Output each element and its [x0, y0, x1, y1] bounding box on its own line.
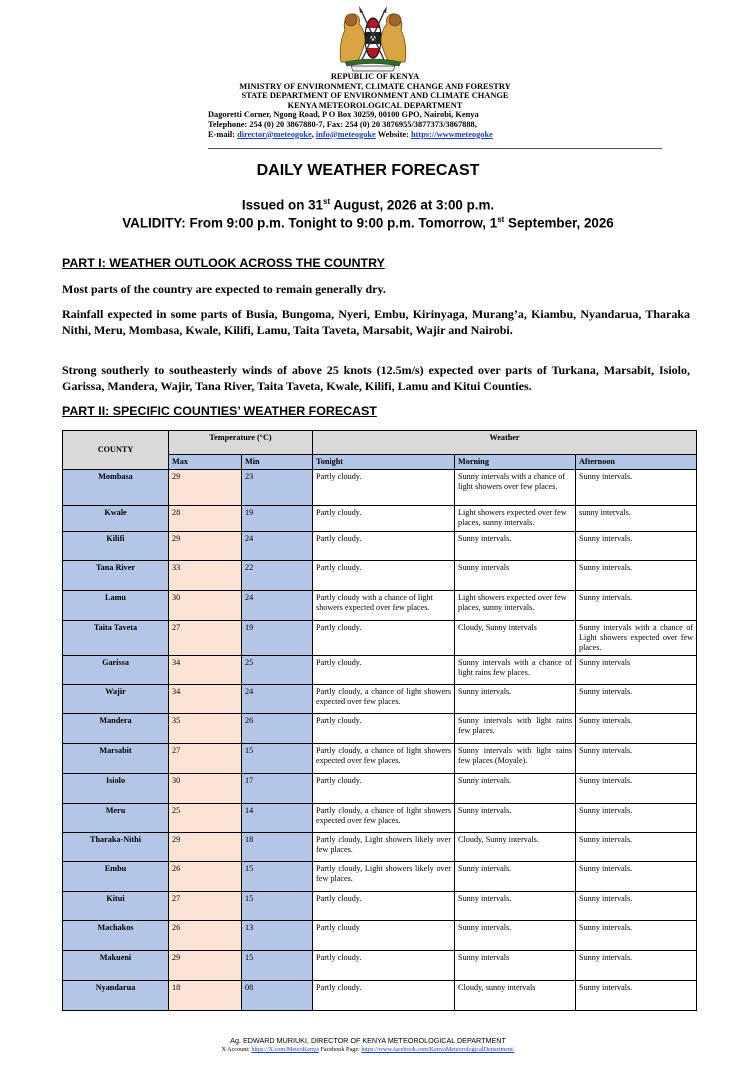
weather-column-header: Weather [313, 431, 697, 455]
morning-cell: Cloudy, sunny intervals [455, 981, 576, 1011]
table-row [63, 656, 697, 685]
afternoon-cell: Sunny intervals. [576, 470, 697, 506]
coat-of-arms-emblem [335, 4, 411, 72]
email-label: E-mail: [208, 129, 238, 139]
max-temp-cell: 29 [169, 531, 242, 560]
outlook-paragraph-winds: Strong southerly to southeasterly winds of above 25 knots (12.5m/s) expected over parts of Turkana, Marsabit, Isiolo, Garissa, Mandera, Wajir, Tana River, Taita Taveta, Kwale, Kilifi, Lamu and Kitui Counties. [62, 363, 690, 393]
table-row [63, 833, 697, 862]
morning-cell: Light showers expected over few places, sunny intervals. [455, 590, 576, 620]
county-cell: Tharaka-Nithi [63, 833, 169, 862]
county-cell: Wajir [63, 685, 169, 714]
x-account-label: X Account: [221, 1046, 252, 1053]
morning-cell: Sunny intervals. [455, 685, 576, 714]
afternoon-cell: Sunny intervals. [576, 744, 697, 774]
letterhead-line-kmd: KENYA METEOROLOGICAL DEPARTMENT [287, 100, 463, 110]
letterhead-divider [208, 148, 662, 149]
min-temp-cell: 23 [242, 470, 313, 506]
min-temp-cell: 19 [242, 620, 313, 656]
validity-prefix: VALIDITY: From 9:00 p.m. Tonight to 9:00 p.m. Tomorrow, 1 [122, 215, 498, 231]
tonight-cell: Partly cloudy. [313, 506, 455, 531]
validity-suffix: September, 2026 [504, 215, 614, 231]
max-temp-cell: 28 [169, 506, 242, 531]
page-title: DAILY WEATHER FORECAST [256, 162, 480, 179]
tonight-cell: Partly cloudy. [313, 531, 455, 560]
tonight-cell: Partly cloudy. [313, 951, 455, 981]
afternoon-cell: Sunny intervals. [576, 714, 697, 744]
tonight-cell: Partly cloudy, Light showers likely over few places. [313, 862, 455, 892]
morning-cell: Cloudy, Sunny intervals. [455, 833, 576, 862]
temperature-column-header: Temperature (°C) [169, 431, 313, 455]
min-column-header: Min [242, 455, 313, 470]
table-row [63, 531, 697, 560]
min-temp-cell: 18 [242, 833, 313, 862]
min-temp-cell: 15 [242, 744, 313, 774]
county-cell: Kwale [63, 506, 169, 531]
min-temp-cell: 17 [242, 774, 313, 804]
max-temp-cell: 33 [169, 560, 242, 590]
county-cell: Meru [63, 804, 169, 833]
tonight-column-header: Tonight [313, 455, 455, 470]
county-cell: Makueni [63, 951, 169, 981]
tonight-cell: Partly cloudy, Light showers likely over few places. [313, 833, 455, 862]
afternoon-cell: Sunny intervals [576, 656, 697, 685]
afternoon-cell: Sunny intervals. [576, 774, 697, 804]
county-cell: Taita Taveta [63, 620, 169, 656]
morning-column-header: Morning [455, 455, 576, 470]
letterhead-telephone: Telephone: 254 (0) 20 3867880-7, Fax: 254 (0) 20 3876955/3877373/3867888, [208, 119, 477, 129]
letterhead-line-state-department: STATE DEPARTMENT OF ENVIRONMENT AND CLIMATE CHANGE [241, 91, 509, 101]
issued-line [0, 197, 736, 212]
tonight-cell: Partly cloudy. [313, 774, 455, 804]
max-temp-cell: 30 [169, 774, 242, 804]
afternoon-cell: Sunny intervals. [576, 892, 697, 921]
tonight-cell: Partly cloudy. [313, 981, 455, 1011]
page-footer [0, 1036, 736, 1054]
afternoon-cell: Sunny intervals. [576, 951, 697, 981]
tonight-cell: Partly cloudy. [313, 470, 455, 506]
footer-social-links [0, 1045, 736, 1054]
max-temp-cell: 34 [169, 685, 242, 714]
tonight-cell: Partly cloudy with a chance of light showers expected over few places. [313, 590, 455, 620]
min-temp-cell: 15 [242, 862, 313, 892]
county-cell: Marsabit [63, 744, 169, 774]
tonight-cell: Partly cloudy. [313, 656, 455, 685]
min-temp-cell: 24 [242, 685, 313, 714]
county-cell: Machakos [63, 921, 169, 951]
issued-suffix: August, 2026 at 3:00 p.m. [330, 197, 495, 213]
morning-cell: Sunny intervals [455, 951, 576, 981]
morning-cell: Sunny intervals. [455, 921, 576, 951]
afternoon-cell: Sunny intervals. [576, 833, 697, 862]
morning-cell: Sunny intervals. [455, 892, 576, 921]
tonight-cell: Partly cloudy, a chance of light showers expected over few places. [313, 744, 455, 774]
county-cell: Nyandarua [63, 981, 169, 1011]
tonight-cell: Partly cloudy. [313, 892, 455, 921]
outlook-paragraph-dry: Most parts of the country are expected to remain generally dry. [62, 282, 386, 296]
info-email-link[interactable]: info@meteogoke [315, 129, 376, 139]
footer-signatory: Ag. EDWARD MURIUKI, DIRECTOR OF KENYA METEOROLOGICAL DEPARTMENT [230, 1036, 506, 1045]
website-link[interactable]: https://wwwmeteogoke [410, 129, 493, 139]
county-cell: Kilifi [63, 531, 169, 560]
max-temp-cell: 25 [169, 804, 242, 833]
county-cell: Isiolo [63, 774, 169, 804]
morning-cell: Sunny intervals. [455, 804, 576, 833]
max-temp-cell: 34 [169, 656, 242, 685]
min-temp-cell: 25 [242, 656, 313, 685]
min-temp-cell: 15 [242, 892, 313, 921]
table-row [63, 714, 697, 744]
max-temp-cell: 30 [169, 590, 242, 620]
max-temp-cell: 29 [169, 470, 242, 506]
afternoon-cell: Sunny intervals. [576, 921, 697, 951]
ministry-letterhead [130, 72, 620, 139]
part-one-heading: PART I: WEATHER OUTLOOK ACROSS THE COUNTRY [62, 256, 385, 270]
letterhead-address: Dagoretti Corner, Ngong Road, P O Box 30259, 00100 GPO, Nairobi, Kenya [208, 110, 479, 120]
letterhead-line-ministry: MINISTRY OF ENVIRONMENT, CLIMATE CHANGE AND FORESTRY [239, 81, 511, 91]
table-row [63, 560, 697, 590]
max-temp-cell: 26 [169, 921, 242, 951]
validity-line [0, 215, 736, 230]
max-temp-cell: 18 [169, 981, 242, 1011]
letterhead-contacts [130, 130, 620, 140]
min-temp-cell: 08 [242, 981, 313, 1011]
table-row [63, 774, 697, 804]
tonight-cell: Partly cloudy. [313, 560, 455, 590]
table-row [63, 590, 697, 620]
min-temp-cell: 13 [242, 921, 313, 951]
county-cell: Embu [63, 862, 169, 892]
forecast-table-body [63, 470, 697, 1011]
max-temp-cell: 27 [169, 744, 242, 774]
table-row [63, 744, 697, 774]
min-temp-cell: 24 [242, 590, 313, 620]
table-row [63, 921, 697, 951]
morning-cell: Sunny intervals with a chance of light rains few places. [455, 656, 576, 685]
table-row [63, 862, 697, 892]
morning-cell: Sunny intervals. [455, 531, 576, 560]
county-cell: Lamu [63, 590, 169, 620]
outlook-paragraph-rainfall: Rainfall expected in some parts of Busia, Bungoma, Nyeri, Embu, Kirinyaga, Murang’a, Kiambu, Nyandarua, Tharaka Nithi, Meru, Mombasa, Kwale, Kilifi, Lamu, Taita Taveta, Marsabit, Wajir and Nairobi. [62, 307, 690, 337]
table-row [63, 981, 697, 1011]
table-row [63, 470, 697, 506]
county-forecast-table [62, 430, 697, 1011]
website-label: Website: [375, 129, 411, 139]
director-email-link[interactable]: director@meteogoke [237, 129, 312, 139]
max-column-header: Max [169, 455, 242, 470]
min-temp-cell: 26 [242, 714, 313, 744]
tonight-cell: Partly cloudy, a chance of light showers expected over few places. [313, 685, 455, 714]
afternoon-cell: Sunny intervals. [576, 862, 697, 892]
issued-ordinal: st [323, 197, 331, 206]
morning-cell: Sunny intervals with light rains few places. [455, 714, 576, 744]
afternoon-cell: Sunny intervals. [576, 804, 697, 833]
county-cell: Tana River [63, 560, 169, 590]
tonight-cell: Partly cloudy [313, 921, 455, 951]
table-row [63, 685, 697, 714]
afternoon-cell: Sunny intervals. [576, 531, 697, 560]
validity-ordinal: st [497, 215, 505, 224]
table-row [63, 506, 697, 531]
max-temp-cell: 26 [169, 862, 242, 892]
afternoon-cell: Sunny intervals. [576, 560, 697, 590]
max-temp-cell: 29 [169, 833, 242, 862]
table-header-row [63, 431, 697, 455]
min-temp-cell: 19 [242, 506, 313, 531]
part-two-heading: PART II: SPECIFIC COUNTIES’ WEATHER FORECAST [62, 404, 377, 418]
morning-cell: Sunny intervals with light rains few places (Moyale). [455, 744, 576, 774]
morning-cell: Cloudy, Sunny intervals [455, 620, 576, 656]
afternoon-cell: Sunny intervals. [576, 685, 697, 714]
issued-prefix: Issued on 31 [241, 197, 324, 213]
county-cell: Mombasa [63, 470, 169, 506]
max-temp-cell: 29 [169, 951, 242, 981]
table-row [63, 951, 697, 981]
county-cell: Kitui [63, 892, 169, 921]
x-account-link[interactable]: https://X.com/MeteoKenya [251, 1046, 319, 1053]
morning-cell: Sunny intervals with a chance of light showers over few places. [455, 470, 576, 506]
facebook-label: Facebook Page: [318, 1046, 362, 1053]
tonight-cell: Partly cloudy. [313, 620, 455, 656]
morning-cell: Light showers expected over few places, sunny intervals. [455, 506, 576, 531]
county-cell: Mandera [63, 714, 169, 744]
morning-cell: Sunny intervals [455, 560, 576, 590]
table-row [63, 804, 697, 833]
morning-cell: Sunny intervals. [455, 862, 576, 892]
max-temp-cell: 27 [169, 620, 242, 656]
table-row [63, 892, 697, 921]
max-temp-cell: 27 [169, 892, 242, 921]
letterhead-line-republic: REPUBLIC OF KENYA [330, 72, 420, 81]
county-column-header: COUNTY [63, 431, 169, 470]
tonight-cell: Partly cloudy. [313, 714, 455, 744]
afternoon-cell: sunny intervals. [576, 506, 697, 531]
min-temp-cell: 14 [242, 804, 313, 833]
county-cell: Garissa [63, 656, 169, 685]
morning-cell: Sunny intervals. [455, 774, 576, 804]
min-temp-cell: 15 [242, 951, 313, 981]
min-temp-cell: 22 [242, 560, 313, 590]
tonight-cell: Partly cloudy, a chance of light showers expected over few places. [313, 804, 455, 833]
email-separator: , [311, 129, 316, 139]
afternoon-cell: Sunny intervals. [576, 590, 697, 620]
table-row [63, 620, 697, 656]
facebook-page-link[interactable]: https://www.facebook.com/KenyaMeteorologicalDepartment/ [361, 1046, 515, 1053]
min-temp-cell: 24 [242, 531, 313, 560]
afternoon-cell: Sunny intervals with a chance of Light showers expected over few places. [576, 620, 697, 656]
afternoon-column-header: Afternoon [576, 455, 697, 470]
max-temp-cell: 35 [169, 714, 242, 744]
afternoon-cell: Sunny intervals. [576, 981, 697, 1011]
